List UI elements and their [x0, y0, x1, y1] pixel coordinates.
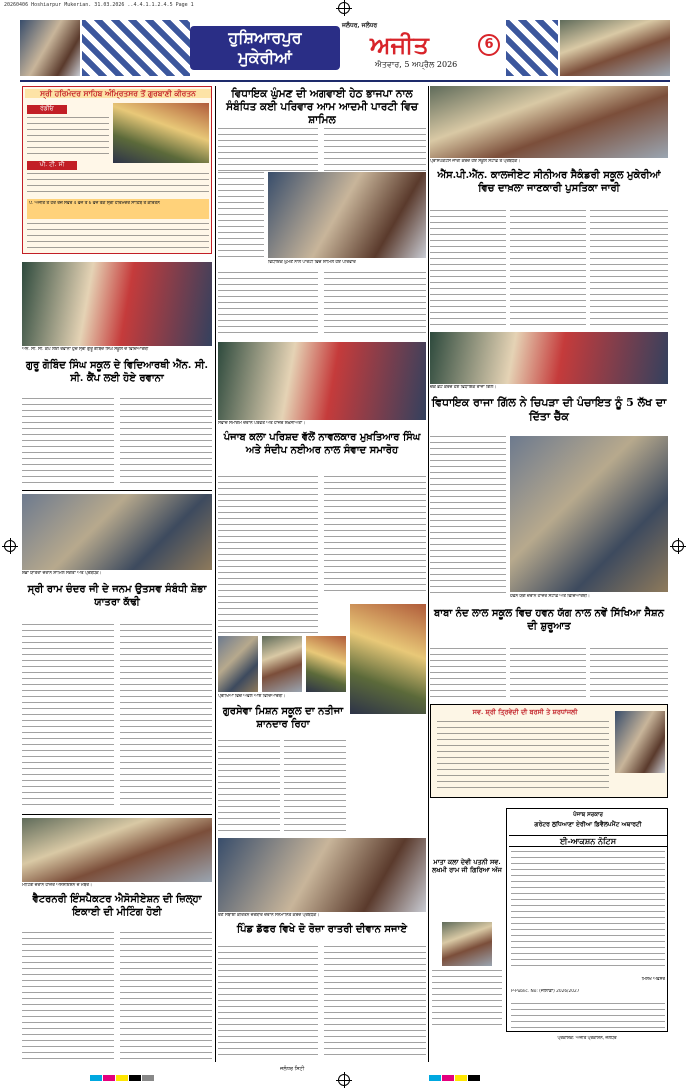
portrait-photo	[615, 711, 665, 773]
registration-mark-icon	[4, 540, 16, 552]
page-number: 6	[478, 34, 500, 56]
spn-school-headline: ਐੱਸ.ਪੀ.ਐੱਨ. ਕਾਲਜੀਏਟ ਸੀਨੀਅਰ ਸੈਕੰਡਰੀ ਸਕੂਲ ਮੁਕੇਰੀਆਂ ਵਿਚ ਦਾਖ਼ਲਾ ਜਾਣਕਾਰੀ ਪੁਸਤਿਕਾ ਜਾਰੀ	[437, 170, 661, 194]
registration-mark-icon	[338, 2, 350, 14]
masthead-pattern-left	[82, 20, 190, 76]
ncc-students-photo	[22, 262, 212, 346]
masthead-pattern-right	[506, 20, 558, 76]
veterinary-headline: ਵੈਟਰਨਰੀ ਇੰਸਪੈਕਟਰ ਐਸੋਸੀਏਸ਼ਨ ਦੀ ਜ਼ਿਲ੍ਹਾ ਇਕਾਈ ਦੀ ਮੀਟਿੰਗ ਹੋਈ	[32, 894, 202, 918]
shobha-yatra-photo	[22, 494, 212, 570]
kirtan-darbar-photo	[218, 838, 426, 912]
masthead-photo-left	[20, 20, 80, 76]
gurbani-kirtan-box: ਸ੍ਰੀ ਹਰਿਮੰਦਰ ਸਾਹਿਬ ਅੰਮ੍ਰਿਤਸਰ ਤੋਂ ਗੁਰਬਾਣੀ ਕੀਰਤਨ ਰੇਡੀਓ ਪੀ. ਟੀ. ਸੀ ਪੰ. ਅਜੀਤ ਤੇ ਹਰ ਰੋਜ਼ ਸਵੇਰੇ 4 ਵਜੇ ਤੋਂ 6 ਵਜੇ ਤੱਕ ਸ੍ਰੀ ਹਰਿਮੰਦਰ ਸਾਹਿਬ ਤੋਂ ਕੀਰਤਨ	[22, 86, 212, 254]
veterinary-meeting-photo	[22, 818, 212, 882]
gursewa-headline: ਗੁਰਸੇਵਾ ਮਿਸ਼ਨ ਸਕੂਲ ਦਾ ਨਤੀਜਾ ਸ਼ਾਨਦਾਰ ਰਿਹਾ	[222, 706, 344, 730]
havan-photo-st-soldier	[350, 604, 426, 714]
raja-gill-headline: ਵਿਧਾਇਕ ਰਾਜਾ ਗਿੱਲ ਨੇ ਚਿਪੜਾ ਦੀ ਪੰਚਾਇਤ ਨੂੰ 5 ਲੱਖ ਦਾ ਦਿੱਤਾ ਚੈੱਕ	[431, 396, 667, 423]
registration-mark-icon	[338, 1074, 350, 1086]
ncc-headline: ਗੁਰੂ ਗੋਬਿੰਦ ਸਿੰਘ ਸਕੂਲ ਦੇ ਵਿਦਿਆਰਥੀ ਐੱਨ. ਸੀ. ਸੀ. ਕੈਂਪ ਲਈ ਹੋਏ ਰਵਾਨਾ	[26, 360, 208, 384]
cheque-photo	[430, 332, 668, 384]
edition-title: ਹੁਸ਼ਿਆਰਪੁਰ ਮੁਕੇਰੀਆਂ	[190, 26, 340, 70]
registration-mark-icon	[672, 540, 684, 552]
student-photo-3	[306, 636, 346, 692]
shradhanjali-ad: ਸਵ. ਸ਼੍ਰੀ ਤ੍ਰਿਵੇਦੀ ਦੀ ਬਰਸੀ ਤੇ ਸ਼ਰਧਾਂਜਲੀ	[430, 704, 668, 798]
baba-nand-lal-headline: ਬਾਬਾ ਨੰਦ ਲਾਲ ਸਕੂਲ ਵਿਚ ਹਵਨ ਯੱਗ ਨਾਲ ਨਵੇਂ ਸਿੱਖਿਆ ਸੈਸ਼ਨ ਦੀ ਸ਼ੁਰੂਆਤ	[434, 608, 664, 632]
daffar-headline: ਪਿੰਡ ਡੱਫਰ ਵਿਖੇ ਦੋ ਰੋਜ਼ਾ ਰਾਤਰੀ ਦੀਵਾਨ ਸਜਾਏ	[236, 924, 408, 935]
masthead-photo-right	[560, 20, 670, 76]
golden-temple-photo	[113, 103, 209, 163]
student-photo-2	[262, 636, 302, 692]
kala-parishad-photo	[218, 342, 426, 420]
shobha-yatra-headline: ਸ੍ਰੀ ਰਾਮ ਚੰਦਰ ਜੀ ਦੇ ਜਨਮ ਉਤਸਵ ਸੰਬੰਧੀ ਸ਼ੋਭਾ ਯਾਤਰਾ ਕੱਢੀ	[27, 584, 207, 608]
e-auction-notice: ਪੰਜਾਬ ਸਰਕਾਰ ਗਰੇਟਰ ਲੁਧਿਆਣਾ ਏਰੀਆ ਡਿਵੈਲਪਮੈਂਟ ਅਥਾਰਟੀ ਈ-ਆਕਸ਼ਨ ਨੋਟਿਸ ਮਿਲਖ ਅਫ਼ਸਰ P-Public. No: (ਜੀਲਾਡਾ) 2026/2027	[506, 808, 668, 1032]
color-calibration-bar: ਜਲੰਧਰ ਸਿਟੀ	[90, 1066, 590, 1074]
party-joining-photo	[268, 172, 426, 258]
paper-logo: ਜਲੰਧਰ, ਜਲੰਧਰ ਅਜੀਤ ਐਤਵਾਰ, 5 ਅਪ੍ਰੈਲ 2026	[342, 22, 458, 69]
kala-parishad-headline: ਪੰਜਾਬ ਕਲਾ ਪਰਿਸ਼ਦ ਵੱਲੋਂ ਨਾਵਲਕਾਰ ਮੁਖ਼ਤਿਆਰ ਸਿੰਘ ਅਤੇ ਸੰਦੀਪ ਨਈਅਰ ਨਾਲ ਸੰਵਾਦ ਸਮਾਰੋਹ	[223, 432, 421, 456]
prospectus-release-photo	[430, 86, 668, 158]
havan-yagya-photo	[510, 436, 668, 592]
publisher-note: ਪ੍ਰਕਾਸ਼ਕ: ਅਜੀਤ ਪ੍ਰਕਾਸ਼ਨ, ਜਲੰਧਰ	[557, 1036, 617, 1041]
print-slug: 20260406 Hoshiarpur Mukerian. 31.03.2026 ..4.4.1.1.2.4.5 Page 1	[4, 2, 194, 8]
student-photo-1	[218, 636, 258, 692]
lead-headline: ਵਿਧਾਇਕ ਘੁੰਮਣ ਦੀ ਅਗਵਾਈ ਹੇਠ ਭਾਜਪਾ ਨਾਲ ਸੰਬੰਧਿਤ ਕਈ ਪਰਿਵਾਰ ਆਮ ਆਦਮੀ ਪਾਰਟੀ ਵਿਚ ਸ਼ਾਮਿਲ	[226, 88, 418, 127]
obituary-notice: ਮਾਤਾ ਕਲਾ ਦੇਵੀ ਪਤਨੀ ਸਵ. ਲਖਮੀ ਰਾਮ ਜੀ ਗਿਰਿਆ ਅੱਜ	[430, 858, 504, 1034]
obituary-photo	[442, 922, 492, 966]
